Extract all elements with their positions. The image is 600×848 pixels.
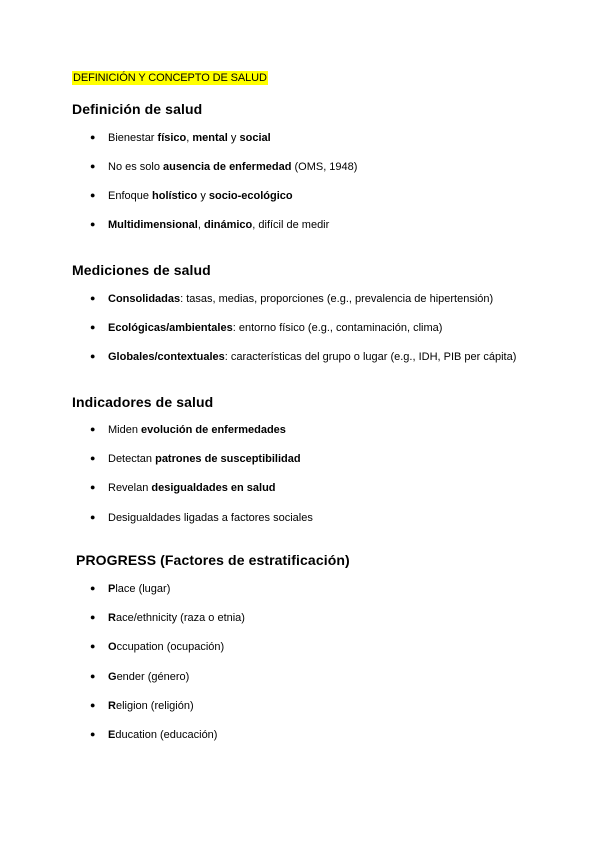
bullet-text [108, 482, 276, 494]
bullet-text [108, 132, 271, 144]
bullet-text [108, 671, 189, 683]
bullet-text [108, 322, 442, 334]
bullet-text [108, 293, 493, 305]
bold-run: holístico [152, 190, 198, 202]
section-heading: Indicadores de salud [72, 394, 214, 410]
section-heading: Definición de salud [72, 101, 203, 117]
text-run: : entorno físico (e.g., contaminación, clima) [232, 322, 443, 334]
bold-run: O [108, 641, 117, 653]
bullet-item [90, 320, 442, 335]
bold-run: patrones de susceptibilidad [155, 453, 301, 465]
bullet-dot-icon: ● [90, 190, 96, 200]
text-run: ender (género) [116, 671, 190, 683]
bold-run: evolución de enfermedades [141, 424, 286, 436]
section-heading: Mediciones de salud [72, 262, 211, 278]
bold-run: E [108, 729, 116, 741]
bullet-text [108, 424, 286, 436]
bullet-item [90, 581, 170, 596]
bold-run: Multidimensional [108, 219, 198, 231]
bullet-item [90, 669, 189, 684]
bullet-item [90, 451, 301, 466]
text-run: , [197, 219, 204, 231]
text-run: ccupation (ocupación) [116, 641, 225, 653]
text-run: lace (lugar) [115, 583, 171, 595]
document-title: DEFINICIÓN Y CONCEPTO DE SALUD [73, 72, 267, 84]
bullet-item [90, 130, 271, 145]
bullet-text [108, 641, 224, 653]
bullet-dot-icon: ● [90, 729, 96, 739]
bullet-item [90, 159, 357, 174]
bold-run: socio-ecológico [208, 190, 293, 202]
bullet-dot-icon: ● [90, 219, 96, 229]
bullet-text [108, 219, 329, 231]
text-run: : tasas, medias, proporciones (e.g., prevalencia de hipertensión) [180, 293, 494, 305]
bullet-item [90, 510, 313, 525]
bullet-dot-icon: ● [90, 322, 96, 332]
text-run: , [186, 132, 193, 144]
text-run: No es solo [108, 161, 164, 173]
text-run: Miden [108, 424, 142, 436]
bullet-text [108, 453, 301, 465]
bullet-text [108, 583, 170, 595]
text-run: ace/ethnicity (raza o etnia) [115, 612, 245, 624]
text-run: : características del grupo o lugar (e.g., IDH, PIB per cápita) [224, 351, 517, 363]
bullet-dot-icon: ● [90, 641, 96, 651]
bold-run: desigualdades en salud [151, 482, 276, 494]
bullet-text [108, 190, 293, 202]
bold-run: P [108, 583, 116, 595]
text-run: Detectan [108, 453, 156, 465]
bullet-item [90, 639, 224, 654]
bold-run: Globales/contextuales [108, 351, 225, 363]
bold-run: R [108, 700, 116, 712]
bullet-dot-icon: ● [90, 293, 96, 303]
bold-run: G [108, 671, 117, 683]
text-run: Enfoque [108, 190, 153, 202]
bullet-dot-icon: ● [90, 161, 96, 171]
bullet-dot-icon: ● [90, 424, 96, 434]
bold-run: físico [157, 132, 187, 144]
bullet-item [90, 610, 245, 625]
bold-run: ausencia de enfermedad [163, 161, 292, 173]
bold-run: R [108, 612, 116, 624]
bullet-dot-icon: ● [90, 482, 96, 492]
bullet-item [90, 349, 516, 364]
text-run: y [227, 132, 240, 144]
bullet-text [108, 161, 357, 173]
bullet-dot-icon: ● [90, 132, 96, 142]
bullet-item [90, 291, 493, 306]
bold-run: mental [192, 132, 228, 144]
bullet-item [90, 188, 293, 203]
bullet-dot-icon: ● [90, 612, 96, 622]
bullet-text [108, 612, 245, 624]
text-run: Bienestar [108, 132, 158, 144]
bullet-text [108, 351, 516, 363]
section-heading: PROGRESS (Factores de estratificación) [76, 552, 350, 568]
bullet-item [90, 480, 276, 495]
text-run: , difícil de medir [252, 219, 330, 231]
bullet-text [108, 729, 217, 741]
bullet-dot-icon: ● [90, 671, 96, 681]
bullet-item [90, 217, 329, 232]
bullet-item [90, 698, 194, 713]
text-run: ducation (educación) [115, 729, 218, 741]
bullet-dot-icon: ● [90, 512, 96, 522]
bold-run: Consolidadas [108, 293, 181, 305]
bold-run: dinámico [203, 219, 253, 231]
text-run: eligion (religión) [115, 700, 194, 712]
bullet-item [90, 422, 286, 437]
bullet-text [108, 700, 194, 712]
text-run: Revelan [108, 482, 152, 494]
bullet-dot-icon: ● [90, 453, 96, 463]
text-run: (OMS, 1948) [291, 161, 358, 173]
bullet-dot-icon: ● [90, 700, 96, 710]
bullet-item [90, 727, 217, 742]
bullet-dot-icon: ● [90, 583, 96, 593]
bold-run: social [239, 132, 271, 144]
bullet-dot-icon: ● [90, 351, 96, 361]
bullet-text [108, 512, 313, 524]
text-run: Desigualdades ligadas a factores sociales [108, 512, 313, 524]
text-run: y [197, 190, 209, 202]
bold-run: Ecológicas/ambientales [108, 322, 233, 334]
